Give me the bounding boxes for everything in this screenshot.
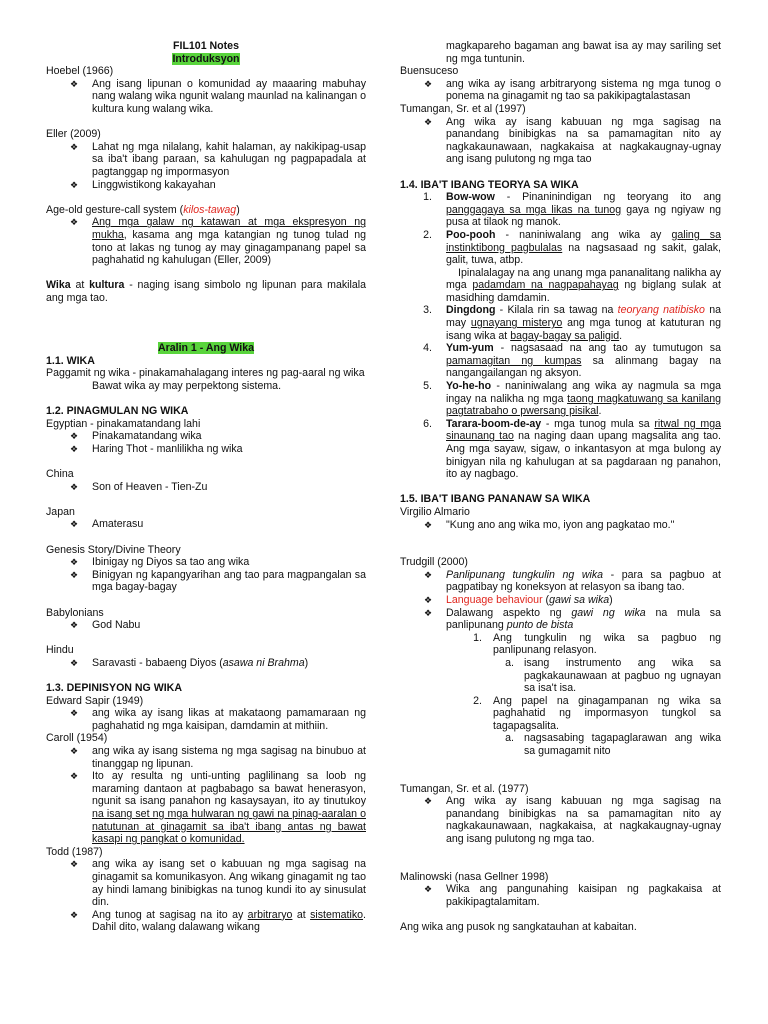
list-item: ❖ Pinakamatandang wika [46,430,366,443]
paragraph: Japan [46,505,75,518]
paragraph: Babylonians [46,606,104,619]
list-item: ❖ Ang isang lipunan o komunidad ay maaaring mabuhay nang walang wika ngunit walang maunlad na kalinangan o kultura kung walang wika. [46,78,366,116]
list-item: ❖ Haring Thot - manlilikha ng wika [46,443,366,456]
list-item: a. nagsasabing tagapaglarawan ang wika sa gumagamit nito [505,732,721,758]
section-heading: 1.3. DEPINISYON NG WIKA [46,682,182,695]
paragraph: Paggamit ng wika - pinakamahalagang interes ng pag-aaral ng wika [46,367,365,380]
paragraph: Tumangan, Sr. et al. (1977) [400,782,529,795]
closing-sentence: Ang wika ang pusok ng sangkatauhan at kabaitan. [400,921,637,933]
left-column [46,40,366,934]
section-heading: 1.2. PINAGMULAN NG WIKA [46,405,189,418]
paragraph: Todd (1987) [46,845,103,858]
paragraph: China [46,468,74,480]
list-item: ❖ Lahat ng mga nilalang, kahit halaman, ay nakikipag-usap sa iba't ibang paraan, sa kahulugan ng pagpapadala at pagtanggap ng impormasyon [46,141,366,179]
source-hoebel: Hoebel (1966) [46,65,114,78]
list-item: ❖ Son of Heaven - Tien-Zu [46,481,366,494]
list-item: ❖ Binigyan ng kapangyarihan ang tao para magpangalan sa mga bagay-bagay [46,569,366,594]
subtitle-highlight: Introduksyon [172,52,240,65]
paragraph: Buensuceso [400,65,459,78]
source-eller: Eller (2009) [46,128,101,141]
list-item: ❖ Wika ang pangunahing kaisipan ng pagkakaisa at pakikipagtalamitam. [400,883,721,908]
red-term: kilos-tawag [183,203,237,216]
list-item: ❖ Ang mga galaw ng katawan at mga ekspresyon ng mukha, kasama ang mga katangian ng tunog tulad ng tono at lakas ng tunog ay may ginagampanang papel sa paghahatid ng kahulugan (Eller, 2009) [46,216,366,266]
paragraph: Bawat wika ay may perpektong sistema. [92,379,282,392]
list-item: ❖ ang wika ay isang arbitraryong sistema ng mga tunog o ponema na ginagamit ng tao sa pakikipagtalastasan [400,78,721,103]
section-heading: 1.1. WIKA [46,354,95,367]
paragraph: Edward Sapir (1949) [46,694,144,707]
list-item: 5. Yo-he-ho - naniniwalang ang wika ay nagmula sa mga ingay na nalikha ng mga taong magkatuwang sa kanilang pagtatrabaho o pwersang pisikal. [423,380,721,418]
right-column [400,40,721,934]
list-item: ❖ Dalawang aspekto ng gawi ng wika na mula sa panlipunang punto de bista [400,607,721,632]
list-item: 1. Bow-wow - Pinaninindigan ng teoryang ito ang panggagaya sa mga likas na tunog gaya ng ngiyaw ng pusa at tilaok ng manok. [423,191,721,229]
section-heading: 1.4. IBA'T IBANG TEORYA SA WIKA [400,178,579,191]
paragraph: Egyptian - pinakamatandang lahi [46,417,201,430]
doc-subtitle [46,53,366,66]
list-item: 2. Ang papel na ginagampanan ng wika sa paghahatid ng impormasyon tungkol sa tagapagsalita. [473,694,721,732]
list-item: ❖ "Kung ano ang wika mo, iyon ang pagkatao mo." [400,519,721,532]
list-item: ❖ ang wika ay isang set o kabuuan ng mga sagisag na ginagamit sa komunikasyon. Ang wikang ginagamit ng tao ay hindi lamang binibigkas na tunog kundi ito ay sinusulat din. [46,858,366,908]
list-item: ❖ God Nabu [46,619,366,632]
list-item: 6. Tarara-boom-de-ay - mga tunog mula sa ritwal ng mga sinaunang tao na naging daan upang magsalita ang tao. Ang mga sayaw, sigaw, o inkantasyon at mga bulong ay binigyan nila ng kahulugan at sa pagdaraan ng panahon, ito ay nagbago. [423,417,721,481]
list-item: 2. Poo-pooh - naniniwalang ang wika ay galing sa instinktibong pagbulalas na nagsasaad ng sakit, galak, galit, tuwa, atbp. [423,228,721,267]
list-item: 3. Dingdong - Kilala rin sa tawag na teoryang natibisko na may ugnayang misteryo ang mga tunog at katuturan ng isang wika at bagay-bagay sa paligid. [423,304,721,342]
list-item: a. isang instrumento ang wika sa pagkakaunawaan at pagbuo ng ugnayan sa isa't isa. [505,656,721,695]
paragraph: Caroll (1954) [46,732,108,745]
paragraph: Hindu [46,644,74,657]
paragraph: Ipinalalagay na ang unang mga pananalitang nalikha ay mga padamdam na nagpapahayag ng biglang sulak at masidhing damdamin. [446,266,721,304]
list-item: ❖ Ang tunog at sagisag na ito ay arbitraryo at sistematiko. Dahil dito, walang dalawang wikang [46,909,366,934]
list-item: ❖ Ibinigay ng Diyos sa tao ang wika [46,556,366,569]
paragraph: Tumangan, Sr. et al (1997) [400,102,526,115]
paragraph: Trudgill (2000) [400,556,468,569]
paragraph: Genesis Story/Divine Theory [46,543,181,556]
list-item: ❖ Ito ay resulta ng unti-unting paglilinang sa loob ng maraming dantaon at pagbabago sa bawat henerasyon, ngunit sa isang panahon ng kasaysayan, ito ay tinutukoy na isang set ng mga hulwaran ng gawi na pinag-aaralan o natutunan at ginagamit sa iba't ibang antas ng bawat kasapi ng pangkat o komunidad. [46,770,366,846]
list-item: ❖ ang wika ay isang sistema ng mga sagisag na binubuo at tinanggap ng lipunan. [46,745,366,770]
paragraph: Malinowski (nasa Gellner 1998) [400,870,549,883]
list-item: ❖ Saravasti - babaeng Diyos (asawa ni Brahma) [46,657,366,670]
paragraph: magkapareho bagaman ang bawat isa ay may sariling set ng mga tuntunin. [446,40,721,65]
list-item: ❖ Ang wika ay isang kabuuan ng mga sagisag na panandang binibigkas na sa pamamagitan nito ay nagkakaunawaan, nagkakaisa at nagkakaugnay-ugnay ang isang pulutong ng mga tao [400,116,721,166]
aralin-heading: Aralin 1 - Ang Wika [157,342,255,355]
list-item: ❖ Ang wika ay isang kabuuan ng mga sagisag na panandang binibigkas na sa pamamagitan nito ay nagkakaunawaan, nagkakaisa, at nagkakaugnay-ugnay ang isang pulutong ng mga tao. [400,795,721,845]
doc-title: FIL101 Notes [173,40,239,52]
list-item: 4. Yum-yum - nagsasaad na ang tao ay tumutugon sa pamamagitan ng kumpas sa alinmang bagay na nangangailangan ng aksyon. [423,342,721,380]
list-item: ❖ Amaterasu [46,518,366,531]
paragraph: Virgilio Almario [400,505,470,518]
list-item: ❖ Panlipunang tungkulin ng wika - para sa pagbuo at pagpatibay ng koneksyon at relasyon sa ibang tao. [400,569,721,594]
wika-kultura-paragraph: Wika at kultura - naging isang simbolo ng lipunan para makilala ang mga tao. [46,279,366,304]
section-heading: 1.5. IBA'T IBANG PANANAW SA WIKA [400,493,591,506]
list-item: ❖ ang wika ay isang likas at makataong pamamaraan ng paghahatid ng mga kaisipan, damdamin at mithiin. [46,707,366,732]
list-item: 1. Ang tungkulin ng wika sa pagbuo ng panlipunang relasyon. [473,631,721,657]
list-item: ❖ Language behaviour (gawi sa wika) [400,594,721,607]
list-item: ❖ Linggwistikong kakayahan [46,179,366,192]
source-gesture: Age-old gesture-call system (kilos-tawag) [46,203,240,216]
